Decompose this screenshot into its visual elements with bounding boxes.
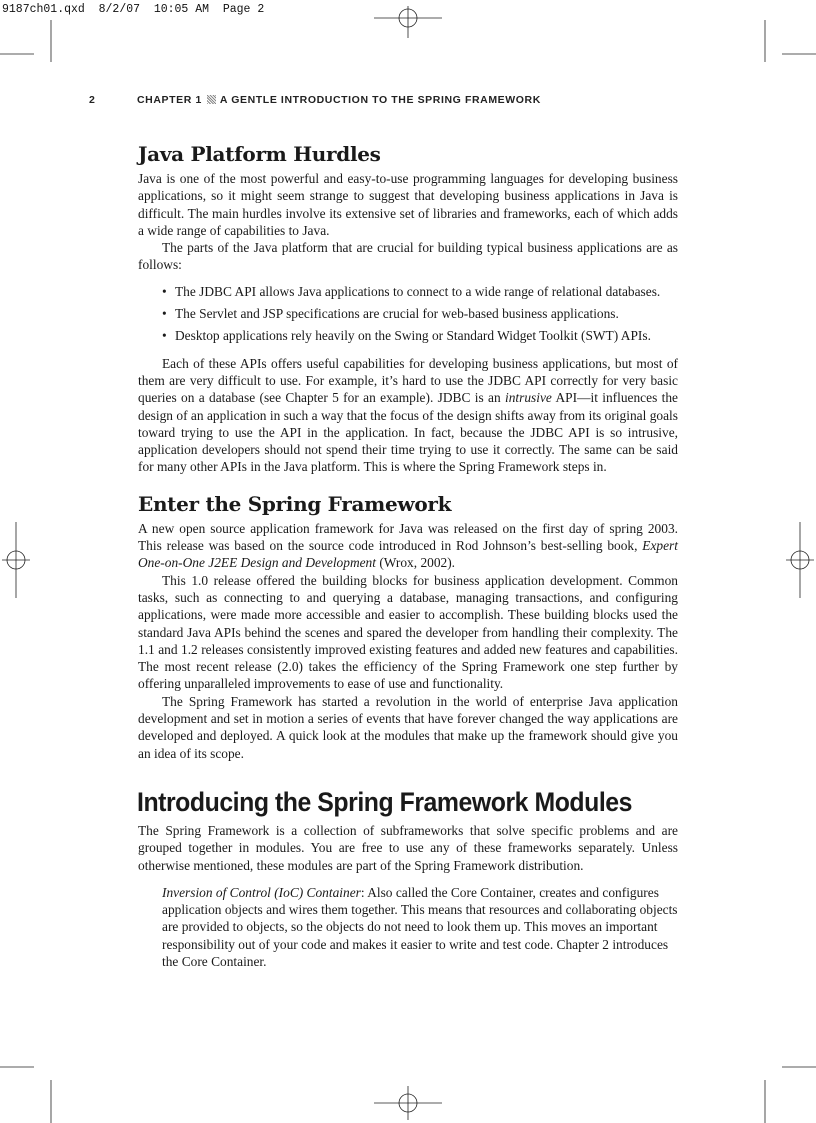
registration-mark-bottom — [374, 1086, 442, 1120]
file-slug: 9187ch01.qxd 8/2/07 10:05 AM Page 2 — [2, 3, 265, 16]
registration-mark-left — [2, 522, 30, 598]
section-heading-java-platform-hurdles: Java Platform Hurdles — [138, 142, 381, 166]
list-item: • Desktop applications rely heavily on the Swing or Standard Widget Toolkit (SWT) APIs. — [162, 328, 651, 344]
section-heading-enter-spring: Enter the Spring Framework — [138, 491, 452, 516]
separator-icon — [207, 95, 216, 104]
bullet-list — [138, 283, 678, 345]
registration-mark-top — [374, 6, 442, 38]
running-head — [89, 94, 689, 106]
page-body — [138, 142, 678, 970]
list-item: • The JDBC API allows Java applications to connect to a wide range of relational databases. — [162, 283, 661, 299]
page-number: 2 — [89, 94, 96, 106]
paragraph: The Spring Framework is a collection of subframeworks that solve specific problems and are grouped together in modules. You are free to use any of these frameworks separately. Unless otherwise mentioned, these modules are part of the Spring Framework distribution. — [138, 822, 678, 873]
chapter-label: CHAPTER 1 — [137, 94, 202, 106]
paragraph: The Spring Framework has started a revolution in the world of enterprise Java application development and set in motion a series of events that have forever changed the way applications are developed and deployed. A quick look at the modules that make up the framework should give you an idea of its scope. — [138, 693, 678, 761]
paragraph: This 1.0 release offered the building blocks for business application development. Common tasks, such as connecting to and querying a database, managing transactions, and configuring applications, were made more accessible and easier to accomplish. These building blocks used the standard Java APIs behind the scenes and spared the developer from handling their complexity. The 1.1 and 1.2 releases consistently improved existing features and added new features and capabilities. The most recent release (2.0) takes the efficiency of the Spring Framework one step further by offering unparalleled improvements to ease of use and functionality. — [138, 572, 678, 692]
list-item: • The Servlet and JSP specifications are crucial for web-based business applications. — [162, 306, 619, 322]
bullet-icon: • — [162, 306, 167, 322]
chapter-title: A GENTLE INTRODUCTION TO THE SPRING FRAMEWORK — [219, 94, 541, 106]
paragraph: Java is one of the most powerful and easy-to-use programming languages for developing business applications, so it might seem strange to suggest that developing business applications in Java is difficult. The main hurdles involve its extensive set of libraries and frameworks, each of which adds a wide range of capabilities to Java. — [138, 171, 678, 238]
definition-list — [162, 884, 678, 970]
paragraph: A new open source application framework for Java was released on the first day of spring 2003. This release was based on the source code introduced in Rod Johnson’s best-selling book, Expert One-on-One J2EE Design and Development (Wrox, 2002). — [138, 520, 678, 571]
bullet-icon: • — [162, 328, 167, 344]
paragraph: The parts of the Java platform that are crucial for building typical business applications are as follows: — [138, 240, 678, 273]
definition-term: Inversion of Control (IoC) Container — [162, 884, 361, 900]
registration-mark-right — [786, 522, 814, 598]
paragraph: Each of these APIs offers useful capabilities for developing business applications, but most of them are very difficult to use. For example, it’s hard to use the JDBC API correctly for very basic queries on a database (see Chapter 5 for an example). JDBC is an intrusive API—it influences the design of an application in such a way that the focus of the design shifts away from its original goals toward trying to use the API in the application. In fact, because the JDBC API is so intrusive, application developers should not spend their time trying to use it correctly. The same can be said for many other APIs in the Java platform. This is where the Spring Framework steps in. — [138, 355, 678, 475]
definition-item: Inversion of Control (IoC) Container: Also called the Core Container, creates and configures application objects and wires them together. This means that resources and collaborating objects are provided to objects, so the objects do not need to look them up. This moves an important responsibility out of your code and makes it easier to write and test code. Chapter 2 introduces the Core Container. — [162, 884, 678, 969]
bullet-icon: • — [162, 283, 167, 299]
section-heading-modules: Introducing the Spring Framework Modules — [137, 786, 633, 817]
